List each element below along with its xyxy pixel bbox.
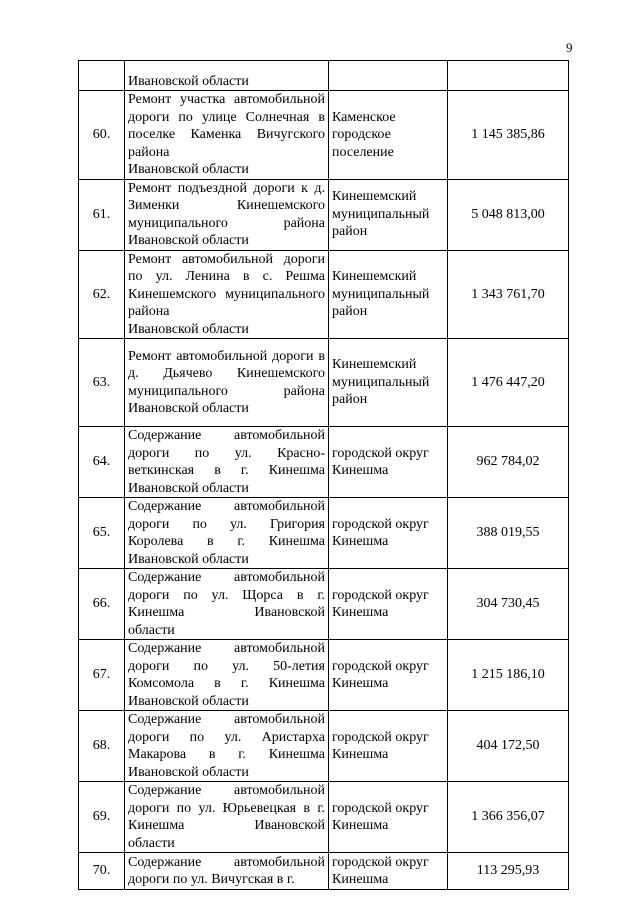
row-number-cell: 62. [79,250,125,339]
object-name-text: Содержание автомобильной дороги по ул. Красно-веткинская в г. Кинешма [128,428,325,478]
object-name-text: Ивановской области [128,693,249,709]
row-number-cell: 66. [79,569,125,640]
object-name-cell [125,339,329,427]
object-name-cell [125,711,329,782]
amount-cell: 113 295,93 [448,853,569,890]
object-name-text: Ивановской области [128,764,249,780]
row-number-cell: 70. [79,853,125,890]
object-name-text: Ремонт автомобильной дороги в д. Дьячево Кинешемского муниципального района [128,348,325,399]
object-name-cell [125,498,329,569]
objects-table-body [79,61,569,890]
table-row [79,569,569,640]
amount-cell: 5 048 813,00 [448,179,569,250]
object-name-text: Ремонт автомобильной дороги по ул. Ленина в с. Решма Кинешемского муниципального района [128,251,325,319]
object-name-cell [125,61,329,91]
amount-cell: 1 343 761,70 [448,250,569,339]
object-name-text: Содержание автомобильной дороги по ул. Аристарха Макарова в г. Кинешма [128,712,325,762]
object-name-cell [125,640,329,711]
municipality-cell: городской округ Кинешма [329,711,448,782]
municipality-cell: Каменское городское поселение [329,91,448,180]
table-row [79,782,569,853]
object-name-text: Содержание автомобильной дороги по ул. Щорса в г. Кинешма Ивановской [128,570,325,620]
object-name-text: Ивановской области [128,73,249,89]
object-name-text: Содержание автомобильной [128,854,325,870]
objects-table [78,60,569,890]
object-name-cell [125,91,329,180]
object-name-cell [125,179,329,250]
object-name-text: Содержание автомобильной дороги по ул. 50-летия Комсомола в г. Кинешма [128,641,325,691]
row-number-cell: 61. [79,179,125,250]
amount-cell: 304 730,45 [448,569,569,640]
municipality-cell: городской округ Кинешма [329,427,448,498]
municipality-cell: городской округ Кинешма [329,640,448,711]
object-name-text: дороги по ул. Вичугская в г. [128,872,295,887]
row-number-cell: 65. [79,498,125,569]
row-number-cell [79,61,125,91]
object-name-text: Ивановской области [128,321,249,337]
table-row [79,640,569,711]
municipality-cell: городской округ Кинешма [329,782,448,853]
object-name-text: Ивановской области [128,401,249,416]
table-row [79,498,569,569]
municipality-cell: городской округ Кинешма [329,569,448,640]
object-name-text: области [128,622,175,638]
object-name-text: Содержание автомобильной дороги по ул. Григория Королева в г. Кинешма [128,499,325,549]
municipality-cell [329,61,448,91]
amount-cell: 388 019,55 [448,498,569,569]
municipality-cell: городской округ Кинешма [329,498,448,569]
object-name-cell [125,782,329,853]
object-name-text: Ивановской области [128,551,249,567]
row-number-cell: 69. [79,782,125,853]
row-number-cell: 67. [79,640,125,711]
table-row-continued [79,61,569,91]
amount-cell: 404 172,50 [448,711,569,782]
object-name-text: Ивановской области [128,162,249,177]
object-name-cell [125,250,329,339]
table-row [79,179,569,250]
table-row [79,853,569,890]
row-number-cell: 68. [79,711,125,782]
object-name-cell [125,569,329,640]
amount-cell: 1 145 385,86 [448,91,569,180]
amount-cell: 1 215 186,10 [448,640,569,711]
object-name-text: области [128,835,175,851]
municipality-cell: городской округ Кинешма [329,853,448,890]
municipality-cell: Кинешемский муниципальный район [329,339,448,427]
object-name-cell [125,853,329,890]
table-row [79,427,569,498]
object-name-cell [125,427,329,498]
municipality-cell: Кинешемский муниципальный район [329,250,448,339]
amount-cell: 962 784,02 [448,427,569,498]
object-name-text: Ремонт подъездной дороги к д. Зименки Кинешемского муниципального района [128,180,325,231]
object-name-text: Ремонт участка автомобильной дороги по улице Солнечная в поселке Каменка Вичугского района [128,92,325,160]
object-name-text: Ивановской области [128,480,249,496]
table-row [79,91,569,180]
row-number-cell: 60. [79,91,125,180]
object-name-text: Ивановской области [128,233,249,248]
table-row [79,711,569,782]
row-number-cell: 63. [79,339,125,427]
municipality-cell: Кинешемский муниципальный район [329,179,448,250]
object-name-text: Содержание автомобильной дороги по ул. Юрьевецкая в г. Кинешма Ивановской [128,783,325,833]
row-number-cell: 64. [79,427,125,498]
table-row [79,339,569,427]
amount-cell [448,61,569,91]
table-row [79,250,569,339]
amount-cell: 1 366 356,07 [448,782,569,853]
amount-cell: 1 476 447,20 [448,339,569,427]
page-number: 9 [566,40,573,55]
